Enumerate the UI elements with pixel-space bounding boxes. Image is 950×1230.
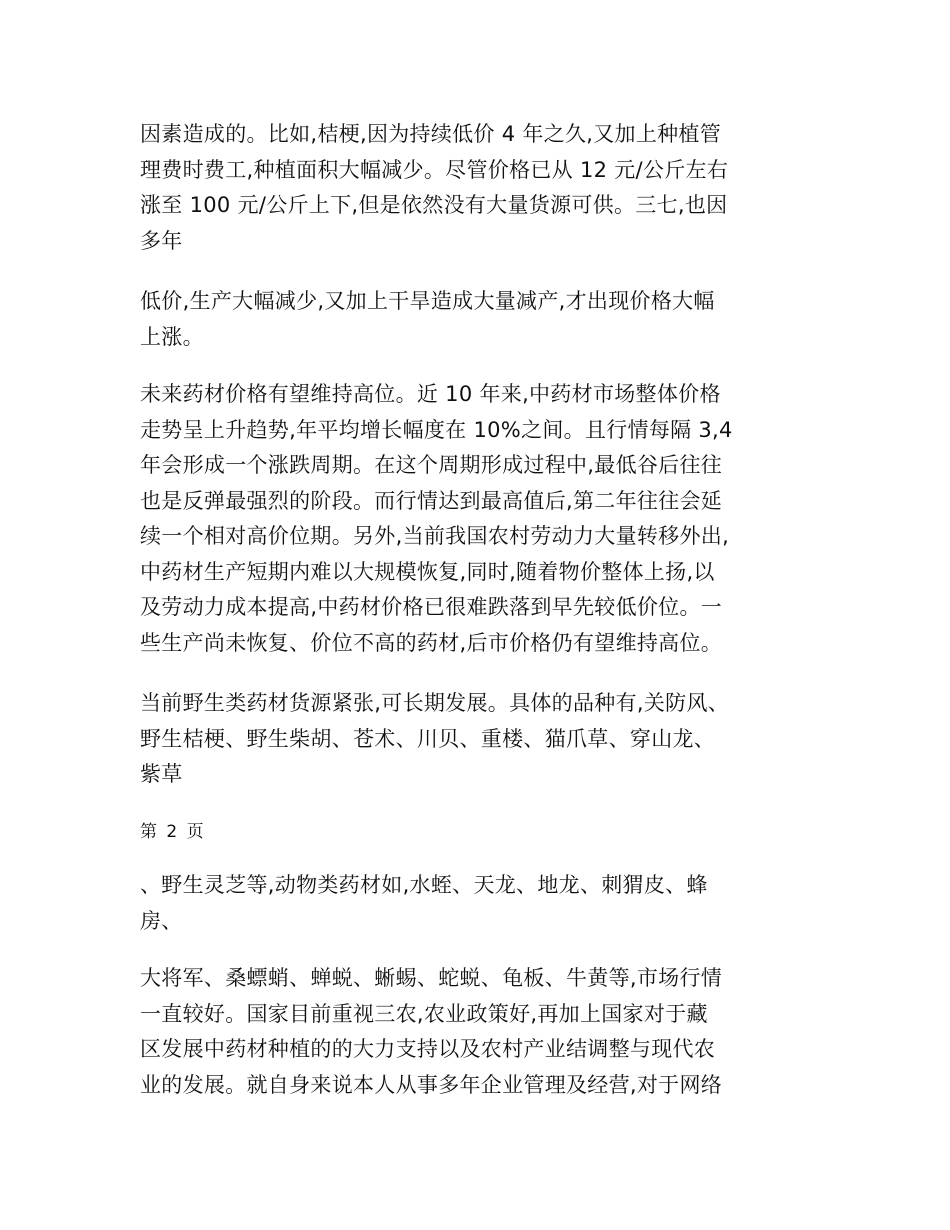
paragraph-1 <box>140 117 820 259</box>
text-line: 上涨。 <box>140 324 204 349</box>
text-line: 一直较好。国家目前重视三农,农业政策好,再加上国家对于藏 <box>140 1001 708 1026</box>
text-line: 理费时费工,种植面积大幅减少。尽管价格已从 12 元/公斤左右 <box>140 157 729 182</box>
text-line: 因素造成的。比如,桔梗,因为持续低价 4 年之久,又加上种植管 <box>140 122 722 146</box>
text-line: 中药材生产短期内难以大规模恢复,同时,随着物价整体上扬,以 <box>140 559 715 584</box>
text-line: 当前野生类药材货源紧张,可长期发展。具体的品种有,关防风、 <box>140 691 730 715</box>
text-line: 续一个相对高价位期。另外,当前我国农村劳动力大量转移外出, <box>140 524 730 548</box>
text-line: 、野生灵芝等,动物类药材如,水蛭、天龙、地龙、刺猬皮、蜂 <box>140 873 708 897</box>
text-line: 业的发展。就自身来说本人从事多年企业管理及经营,对于网络 <box>140 1072 723 1097</box>
paragraph-5 <box>140 868 820 939</box>
page-number: 第 2 页 <box>140 822 206 842</box>
paragraph-3 <box>140 377 820 661</box>
text-line: 些生产尚未恢复、价位不高的药材,后市价格仍有望维持高位。 <box>140 630 723 655</box>
text-line: 紫草 <box>140 762 183 786</box>
text-line: 区发展中药材种植的的大力支持以及农村产业结调整与现代农 <box>140 1037 716 1061</box>
text-line: 也是反弹最强烈的阶段。而行情达到最高值后,第二年往往会延 <box>140 488 723 513</box>
text-line: 多年 <box>140 228 183 253</box>
text-line: 年会形成一个涨跌周期。在这个周期形成过程中,最低谷后往往 <box>140 453 723 477</box>
text-line: 低价,生产大幅减少,又加上干旱造成大量减产,才出现价格大幅 <box>140 289 715 313</box>
text-line: 涨至 100 元/公斤上下,但是依然没有大量货源可供。三七,也因 <box>140 193 728 217</box>
text-line: 未来药材价格有望维持高位。近 10 年来,中药材市场整体价格 <box>140 382 721 406</box>
text-line: 走势呈上升趋势,年平均增长幅度在 10%之间。且行情每隔 3,4 <box>140 417 733 442</box>
text-line: 房、 <box>140 908 183 933</box>
text-line: 野生桔梗、野生柴胡、苍术、川贝、重楼、猫爪草、穿山龙、 <box>140 726 716 751</box>
paragraph-2 <box>140 284 820 355</box>
paragraph-4 <box>140 686 820 793</box>
text-line: 及劳动力成本提高,中药材价格已很难跌落到早先较低价位。一 <box>140 595 723 619</box>
text-line: 大将军、桑螵蛸、蝉蜕、蜥蜴、蛇蜕、龟板、牛黄等,市场行情 <box>140 966 723 990</box>
paragraph-6 <box>140 961 820 1103</box>
